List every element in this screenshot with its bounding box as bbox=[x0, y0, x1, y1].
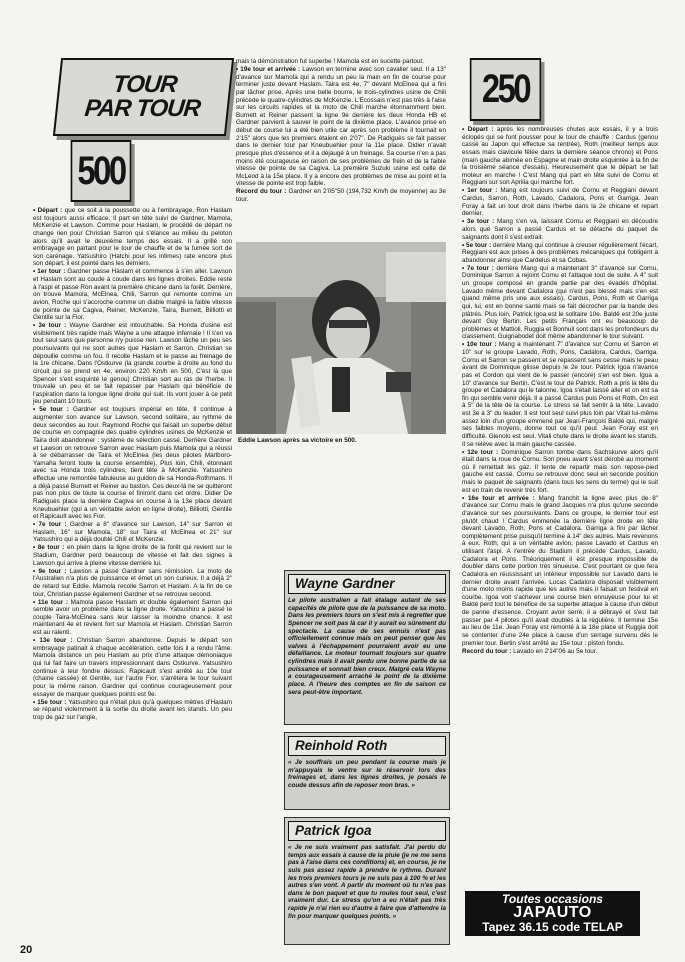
col3-paragraph-text: Dominique Sarron tombe dans Sachskurve alors qu'il était dans la roue de Cornu. Son pneu avant s'est dérobé au moment où il remettait les gaz. Il tente de repartir mais son repose-pied gauche est cassé. Cornu se retrouve donc seul en seconde position mais le paquet de saignants (dans tous les sens du terme) qui le suit est en train de revenir très fort. bbox=[462, 448, 658, 494]
col1-paragraph bbox=[33, 521, 232, 544]
col1-paragraph bbox=[33, 699, 232, 722]
col3-paragraph-heading: • 10e tour : bbox=[462, 341, 497, 349]
lawson-photo bbox=[236, 242, 446, 434]
col1-paragraph-heading: • 3e tour : bbox=[33, 322, 67, 330]
box-wayne-gardner bbox=[284, 570, 450, 725]
col1-paragraph bbox=[33, 599, 232, 637]
col3-paragraph-text: derrière Mang qui continue à creuser régulièrement l'écart, Reggiani est aux prises à des problèmes mécaniques qui l'obligent à abandonner ainsi que Cardelus et sa Cobas. bbox=[462, 241, 658, 264]
col1-paragraph-text: en plein dans la ligne droite de la forêt qui revient sur le Stadium, Gardner perd beaucoup de vitesse et fait des signes à Lawson qui arrive à pleine vitesse derrière lui. bbox=[33, 544, 232, 567]
col3-paragraph-heading: • 3e tour : bbox=[462, 218, 495, 226]
col3-paragraph bbox=[462, 265, 658, 341]
col1-paragraph-heading: • 8e tour : bbox=[33, 544, 65, 552]
col1-paragraph bbox=[33, 322, 232, 406]
col3-paragraph bbox=[462, 648, 658, 656]
col1-paragraph bbox=[33, 637, 232, 698]
section-title-line2: PAR TOUR bbox=[83, 95, 202, 122]
col3-paragraph bbox=[462, 341, 658, 448]
box-reinhold-roth-heading: Reinhold Roth bbox=[288, 736, 446, 756]
col2-paragraph-heading: • 19e tour et arrivée : bbox=[236, 66, 301, 74]
col3-paragraph-heading: Record du tour : bbox=[462, 647, 512, 655]
col1-paragraph-text: Lawson a passé Gardner sans rémission. La moto de l'Australien n'a plus de puissance et émet un son curieux. Il a déjà 2" de retard sur Eddie. Mamola recolle Sarron et Haslam. A la fin de ce tour, Christian passe également Gardner et se retrouve second. bbox=[33, 567, 232, 598]
ad-line-2: JAPAUTO bbox=[513, 904, 592, 921]
col3-paragraph bbox=[462, 449, 658, 495]
col1-paragraph bbox=[33, 568, 232, 599]
ad-line-1: Toutes occasions bbox=[502, 892, 603, 906]
box-wayne-gardner-text: Le pilote australien a fait étalage autant de ses capacités de pilote que de la puissance de sa moto. Dans les premiers tours on s'est mis à regretter que Spencer ne soit pas là car il y aurait eu sûrement du spectacle. La cause de ses ennuis n'est pas officiellement connue mais on peut penser que les valves à l'échappement pourraient avoir eu une défaillance. Le moteur tournait toujours sur quatre cylindres mais il avait perdu une bonne partie de sa puissance et sonnait bien creux. Malgré cela Wayne a courageusement arraché le point de la dixième place. A l'heure des comptes en fin de saison ce sera peut-être important. bbox=[288, 597, 446, 696]
col3-paragraph-text: après les nombreuses chutes aux essais, il y a trois éclopés qui se font pousser pour le tour de chauffe : Cardus (genou cassé au Japon qui effectue sa rentrée), Roth (meilleur temps aux essais mais clavicule fêlée dans la dernière séance chrono) et Pons (main gauche abimée en Espagne et main droite esquintée à la fin de la troisième séance d'essais). Heureusement que le départ se fait moteur en marche ! C'est Mang qui part en tête suivi de Cornu et Reggiani sur son Aprilia qui marche fort. bbox=[462, 126, 658, 187]
col1-paragraph-heading: • 7e tour : bbox=[33, 521, 67, 529]
col1-paragraph-text: Wayne Gardner est intouchable. Sa Honda d'usine est visiblement très rapide mais Wayne a une attaque infernale ! Il s'en va tout seul sans que personne n'y puisse rien. Lawson lâche un peu ses poursuivants qui ne sont autres que Haslam et Sarron. Christian se dépouille comme un fou. Il recolle Haslam et le passe au freinage de la 1re chicane. Dans l'Ostkurve (la grande courbe à droite au fond du circuit qui se prend en 4e, environ 220 Km/h en 500, C'est là que Spencer s'est esquinté le genou) Christian sort au ras de l'herbe. Il trouvale un peu et se fait repasser par Haslam qui bénéficie de l'aspiration dans la longue ligne droite qui suit. Ils vont jouer à ce petit jeu pendant 10 tours. bbox=[33, 322, 232, 406]
col3-paragraph bbox=[462, 242, 658, 265]
col3-paragraph-heading: • 5e tour : bbox=[462, 241, 492, 249]
col3-paragraph-text: Lavado en 2'14"06 au 5e tour. bbox=[511, 647, 598, 655]
col2-paragraph bbox=[236, 58, 446, 66]
col3-paragraph-heading: • 12e tour : bbox=[462, 448, 499, 456]
col1-paragraph-heading: • 1er tour : bbox=[33, 268, 66, 276]
ad-line-3: Tapez 36.15 code TELAP bbox=[482, 920, 623, 934]
column-250-report bbox=[462, 126, 658, 656]
col1-paragraph bbox=[33, 406, 232, 520]
col1-paragraph-heading: • 13e tour : bbox=[33, 637, 73, 645]
class-250-badge: 250 bbox=[470, 58, 541, 121]
col3-paragraph-heading: • 7e tour : bbox=[462, 264, 494, 272]
col3-paragraph bbox=[462, 495, 658, 648]
col1-paragraph-text: Gardner est toujours impérial en tête. Il continue à augmenter son avance sur Lawson, second solitaire, au rythme de deux secondes au tour. Raymond Roche qui faisait un superbe début de course en compagnie des quatre cylindres usines de McKenzie et Taira doit abandonner : système de sélection cassé. Derrière Gardner et Lawson on retrouve Sarron avec Haslam puis Mamola qui a réussi à se débarrasser de Taira et McElnea (les deux pilotes Marlboro-Yamaha feront toute la course ensemble). Plus loin, Chili, étonnant avec sa Honda trois cylindres, tient tête à McKenzie. Yatsushiro effectue une remontée fabuleuse au guidon de sa Honda-Rothmans. Il a déjà passé Burnett et Reiner au baston. Ces deux-là ne se quitteront pas non plus de toute la course et finiront dans cet ordre. Didier De Radiguès place la dernière Cagiva en course à la 13e place devant Kneubuehler (qui a un véritable avion en ligne droite), Billiotti, Gentile et Rapicault avec les Fior. bbox=[33, 406, 232, 521]
class-500-badge: 500 bbox=[71, 140, 132, 202]
box-patrick-igoa-text: « Je ne suis vraiment pas satisfait. J'ai perdu du temps aux essais à cause de la pluie (je ne me sens pas à l'aise dans ces conditions) et, en course, je ne suis pas assez rapide à prendre le rythme. Durant les trois premiers tours je ne suis pas à 100 % et les autres s'en vont. A partir du moment où tu n'es pas dans le bon paquet et que tu roules tout seul, c'est vraiment dur. Le stress qu'on a eu n'était pas très rapide je n'ai rien eu d'autre à faire que d'attendre la fin pour marquer quelques points. » bbox=[288, 844, 446, 920]
column-500-report bbox=[33, 207, 232, 722]
section-title-badge bbox=[53, 58, 234, 136]
col3-paragraph bbox=[462, 126, 658, 187]
col3-paragraph-text: Mang est toujours suivi de Cornu et Reggiani devant Cardus, Sarron, Roth, Lavado, Cadalora, Pons et Garriga. Jean Foray a fait un tout droit dans l'herbe dans la 2e chicane et repart dernier. bbox=[462, 187, 659, 218]
col1-paragraph bbox=[33, 268, 232, 321]
col2-paragraph-text: Gardner en 2'05"50 (194,732 Km/h de moyenne) au 3e tour. bbox=[236, 188, 446, 204]
col1-paragraph-text: Mamola passe Haslam et double également Sarron qui semble avoir un problème dans la ligne droite. Yatsushiro a passé le couple Taira-McElnea sans leur laisser la moindre chance. Il est maintenant 4e et revient fort sur Mamola et Haslam. Christian Sarron est au ralenti. bbox=[33, 598, 232, 637]
col1-paragraph-text: que ce soit à la poussette ou à l'embrayage, Ron Haslam est toujours aussi efficace. Il part en tête suivi de Gardner, Mamola, McKenzie et Lawson. Comme pour Haslam, le procédé de départ ne change rien pour Christian Sarron qui s'élance au milieu du peloton alors qu'il avait le deuxième temps des essais. Il a grillé son embrayage en partant pour le tour de chauffe et de la fumée sort de son carénage. Yatsushiro (Hatchi pour les intimes) rate encore plus son départ, il est pointé dans les derniers. bbox=[33, 207, 232, 268]
photo-caption: Eddie Lawson après sa victoire en 500. bbox=[238, 437, 357, 444]
col3-paragraph bbox=[462, 218, 658, 241]
col1-paragraph bbox=[33, 544, 232, 567]
box-patrick-igoa bbox=[284, 817, 450, 945]
column-500-report-continued bbox=[236, 58, 446, 204]
col3-paragraph-heading: • 1er tour : bbox=[462, 187, 498, 195]
col3-paragraph-text: derrière Mang qui a maintenant 3" d'avance sur Cornu, Dominique Sarron a rejoint Cornu et l'attaque tout de suite. A 4" suit un groupe composé en grande partie par des évadés d'hôpital. Lavado même devant Cadalora (qui n'est pas blessé mais s'en est quand même pris une aux essais), Cardus, Pons, Roth et Garriga qui, lui, est en bonne santé mais se fait décrocher par la bande des plâtrés. Plus loin, Patrick Igoa est le solitaire 10e. Baldé est 20e juste devant Guy Bertin. Les petits Français ont eu beaucoup de problèmes et Mattioli, Ruggia et Bonhuil sont dans les profondeurs du classement. Guignabodet doit même abandonner le tour suivant. bbox=[462, 264, 658, 341]
box-reinhold-roth bbox=[284, 732, 450, 810]
lawson-photo-illustration bbox=[236, 242, 446, 434]
col3-paragraph bbox=[462, 187, 658, 218]
col1-paragraph-text: Christian Sarron abandonne. Depuis le départ son embrayage patinait à chaque accélération, cette fois il a rendu l'âme. Mamola distance un peu Haslam au prix d'une attaque démoniaque qui lui fait faire un travers impressionnant dans Ostkurve. Yatsushiro continue à leur fondre dessus. Rapicault s'est arrêté au 10e tour (chaine cassée) et Gentile, sur l'autre Fior, s'arrêtera le tour suivant pour la même raison. Gardner qui continue courageusement pour essayer de marquer quelques points est 9e. bbox=[33, 637, 232, 698]
box-reinhold-roth-text: « Je souffrais un peu pendant la course mais je m'appuyais le ventre sur le réservoir lors des freinages et, dans les lignes droites, je posais le coude dessus afin de reposer mon bras. » bbox=[288, 759, 446, 789]
page-number: 20 bbox=[20, 944, 33, 956]
box-wayne-gardner-heading: Wayne Gardner bbox=[288, 574, 446, 594]
col2-paragraph bbox=[236, 188, 446, 203]
col1-paragraph-heading: • 5e tour : bbox=[33, 406, 69, 414]
col2-paragraph-text: mais la démonstration fut superbe ! Mamola est en sucette partout. bbox=[236, 58, 424, 65]
col1-paragraph bbox=[33, 207, 232, 268]
col1-paragraph-heading: • Départ : bbox=[33, 207, 63, 214]
box-patrick-igoa-heading: Patrick Igoa bbox=[288, 821, 446, 841]
col2-paragraph-heading: Record du tour : bbox=[236, 188, 287, 196]
col1-paragraph-heading: • 9e tour : bbox=[33, 567, 67, 575]
col3-paragraph-text: Mang a maintenant 7" d'avance sur Cornu et Sarron et 10" sur le groupe Lavado, Roth, Pons, Cadalora, Cardus, Garriga. Cornu et Sarron se passent et se repassent sans cesse mais le peau avant de Dominique glisse depuis le 2e tour. Patrick Igoa n'avance pas et Cordon qui vient de le passer (encore) s'en est bien. Igoa a 10" d'avance sur Bertin. C'est le tour de Patrick. Roth a pris la tête du groupe et Cadalora qui le talonne. Igoa s'était laissé aller et on est sa fin qui semble venir déjà. Il a passé Cardus puis Pons et Roth. On est à 5" de la tête de la course. Le stress se fait sentir à la tête. Lavado est 3e à 3" du leader. Il est tout seul suivi plus loin par Vitali lui-même assez loin d'un groupe emmené par Jean-François Baldé qui, malgré ses faibles moyens, donne tout ce qu'il peut. Jean Foray est en difficulté. Gienolo est seul. Vitali chute dans le droite avant les stands. Il se relève avec la main gauche cassée. bbox=[462, 341, 658, 448]
col2-paragraph bbox=[236, 66, 446, 188]
col3-paragraph-text: Mang s'en va, laissant Cornu et Reggiani en découdre alors que Sarron a passé Cardus et se détache du paquet de saignants dont il s'est extrait. bbox=[462, 218, 659, 241]
section-title-line1: TOUR bbox=[111, 71, 179, 98]
col2-paragraph-text: Lawson en termine avec son cavalier seul. Il a 13" d'avance sur Mamola qui a rendu un peu la main en fin de course pour terminer juste devant Haslam. Taira est 4e, 7" devant McElnea qui a fini par lâcher prise. Après une belle bourre, le trois-cylindres usine de Chili précède le quatre-cylindres de McKenzie. L'Ecossais n'est pas très à l'aise sur les circuits rapides et la moto de Chili marche étonnamment bien. Burnett et Reiner passent la ligne 9e derrière les deux Honda HB et Gardner parvient à sauver le point de la dixième place. L'avance prise en début de course lui a été bien utile car après son problème il tournait en 2'15" alors que les premiers étaient en 2'07". De Radiguès se fait passer dans le dernier tour par Kneubuehler pour la 11e place. Didier n'avait presque plus d'essence et il a déjaugé à un freinage. Sa course n'en a pas moins été courageuse en raison de ses problèmes de frein et de la faible vitesse de pointe de sa Cagiva. La première Suzuki usine est celle de McLeod à la 15e place. Il y a encore des problèmes de mise au point et la vitesse de pointe est trop faible. bbox=[236, 66, 446, 188]
col3-paragraph-heading: • Départ : bbox=[462, 126, 494, 133]
japauto-advertisement bbox=[465, 891, 640, 936]
col1-paragraph-text: Yatsushiro qui n'était plus qu'à quelques mètres d'Haslam se répand violemment à la sortie du droite avant les stands. Un peu trop de gaz sur l'angle, bbox=[33, 698, 232, 721]
col3-paragraph-heading: • 16e tour et arrivée : bbox=[462, 494, 535, 502]
col1-paragraph-heading: • 11e tour : bbox=[33, 598, 68, 606]
col1-paragraph-text: Gardner a 8" d'avance sur Lawson, 14" sur Sarron et Haslam, 16" sur Mamola, 18" sur Taira et McElnea et 21" sur Yatsushiro qui a déjà doublé Chili et McKenzie. bbox=[33, 521, 232, 544]
col1-paragraph-text: Gardner passe Haslam et commence à s'en aller. Lawson et Haslam sont au coude à coude dans les lignes droites. Eddie reste à l'aspi et passe Ron avant la première chicane dans la forêt. Derrière, on trouve Mamola, McElnea, Chili, Sarron qui remonte comme un avion, Roche qui s'accroche comme un diable malgré la faible vitesse de pointe de sa Cagiva, Reiner, McKenzie, Taira, Burnett, Billiotti et Gentile sur la Fior. bbox=[33, 268, 232, 322]
col3-paragraph-text: Mang franchit la ligne avec plus de 8" d'avance sur Cornu mais le grand Jacques n'a plus qu'une seconde d'avance sur ses poursuivants. Dans ce groupe, le dernier tour est plutôt chaud ! Cardus emmenée la dernière ligne droite en tête devant Lavado, Roth, Pons et Cadalora. Garriga a fini par lâcher complètement prise puisqu'il termine à 14" des autres. Mais revenons à eux. Roth, qui a un véritable avion, passe Lavado et Cardus en utilisant l'aspi. A l'entrée du Stadium il précède Cardus, Lavado, Cadalora et Pons. Théoriquement il est presque impossible de doubler dans cette portion très sinueuse. C'est pourtant ce que fera Cadalora en réussissant un intérieur impossible sur Lavado dans le dernier droite avant l'arrivée. Lucas Cadalora disposait visiblement d'une moto moins rapide que les autres mais il faisait un festival en courbe. Igoa voit s'achever une course bien ennuyeuse pour lui et Baldé perd tout le bénéfice de sa superbe attaque à cause d'un début de panne d'essence. Croyant avoir serré, il a débrayé et s'est fait passer par 4 pilotes qu'il avait doublés à la régulière. Il termine 15e au lieu de 11e. Jean Foray est remonté à la 18e place et Ruggia doit se contenter d'une 24e place à cause d'un serrage survenu dès le premier tour. Bertin s'est arrêté au 15e tour : piston fondu. bbox=[462, 494, 658, 647]
col1-paragraph-heading: • 15e tour : bbox=[33, 698, 67, 706]
